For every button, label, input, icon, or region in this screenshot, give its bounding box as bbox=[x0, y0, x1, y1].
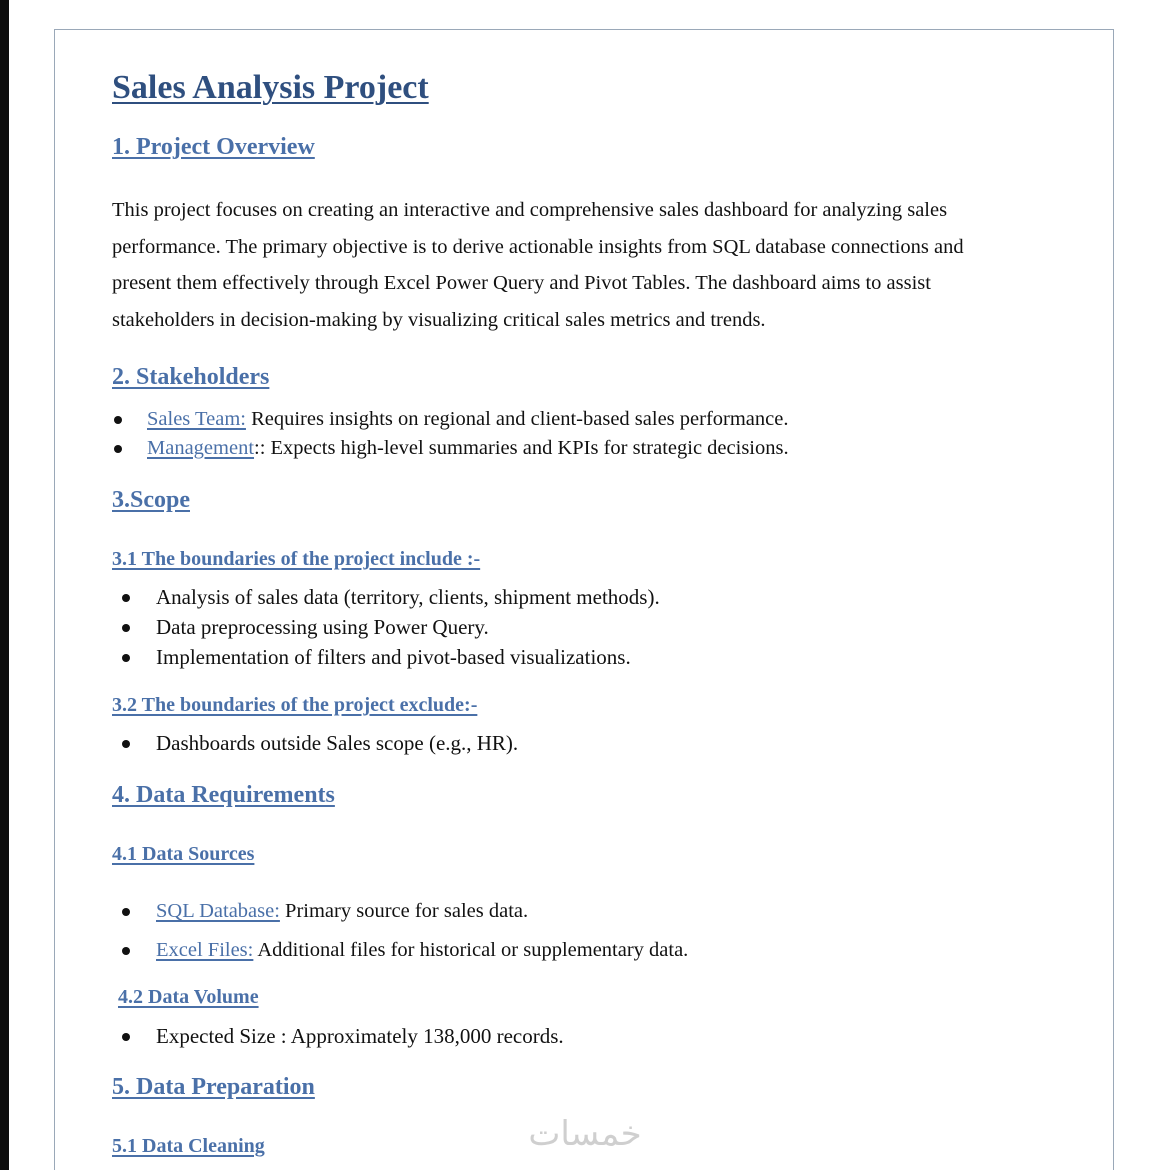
overview-line: present them effectively through Excel Power Query and Pivot Tables. The dashboard aims to assist bbox=[112, 272, 931, 295]
bullet-icon bbox=[122, 654, 130, 662]
overview-line: This project focuses on creating an interactive and comprehensive sales dashboard for analyzing sales bbox=[112, 199, 948, 221]
data-volume-item: Expected Size : Approximately 138,000 records. bbox=[156, 1024, 564, 1048]
include-item: Data preprocessing using Power Query. bbox=[156, 615, 489, 639]
heading-data-requirements: 4. Data Requirements bbox=[112, 782, 335, 808]
stakeholder-item bbox=[147, 434, 789, 462]
data-source-label: Excel Files: bbox=[156, 939, 254, 961]
heading-data-volume: 4.2 Data Volume bbox=[118, 986, 259, 1008]
stakeholder-item bbox=[147, 405, 788, 433]
heading-data-preparation: 5. Data Preparation bbox=[112, 1074, 315, 1100]
overview-line: performance. The primary objective is to derive actionable insights from SQL database connections and bbox=[112, 235, 964, 258]
bullet-icon bbox=[122, 947, 130, 955]
bullet-icon bbox=[122, 624, 130, 632]
bullet-icon bbox=[122, 908, 130, 916]
bullet-icon bbox=[114, 445, 122, 453]
exclude-item: Dashboards outside Sales scope (e.g., HR). bbox=[156, 731, 519, 755]
stakeholder-label: Sales Team: bbox=[147, 408, 246, 430]
heading-scope-include: 3.1 The boundaries of the project include :- bbox=[112, 548, 481, 570]
bullet-icon bbox=[122, 594, 130, 602]
data-source-item bbox=[156, 897, 528, 925]
document-title: Sales Analysis Project bbox=[112, 69, 429, 106]
stakeholder-label: Management bbox=[147, 437, 255, 459]
heading-data-sources: 4.1 Data Sources bbox=[112, 843, 255, 865]
bullet-icon bbox=[122, 1033, 130, 1041]
heading-scope-exclude: 3.2 The boundaries of the project exclude:- bbox=[112, 694, 478, 716]
include-item: Implementation of filters and pivot-based visualizations. bbox=[156, 645, 631, 669]
heading-project-overview: 1. Project Overview bbox=[112, 134, 315, 160]
overview-line: stakeholders in decision-making by visualizing critical sales metrics and trends. bbox=[112, 309, 766, 332]
bullet-icon bbox=[122, 740, 130, 748]
viewer-left-edge bbox=[0, 0, 9, 1170]
include-item: Analysis of sales data (territory, clients, shipment methods). bbox=[156, 585, 660, 609]
stakeholder-text: Requires insights on regional and client-based sales performance. bbox=[245, 408, 789, 430]
heading-data-cleaning: 5.1 Data Cleaning bbox=[112, 1135, 265, 1157]
data-source-text: Additional files for historical or supplementary data. bbox=[253, 939, 689, 961]
heading-scope: 3.Scope bbox=[112, 487, 190, 513]
bullet-icon bbox=[114, 416, 122, 424]
data-source-item bbox=[156, 936, 688, 964]
stakeholder-text: :: Expects high-level summaries and KPIs for strategic decisions. bbox=[254, 437, 789, 459]
data-source-text: Primary source for sales data. bbox=[279, 900, 529, 922]
overview-paragraph bbox=[112, 192, 1022, 339]
watermark-logo: خمسات bbox=[528, 1114, 642, 1154]
data-source-label: SQL Database: bbox=[156, 900, 280, 922]
heading-stakeholders: 2. Stakeholders bbox=[112, 364, 270, 390]
